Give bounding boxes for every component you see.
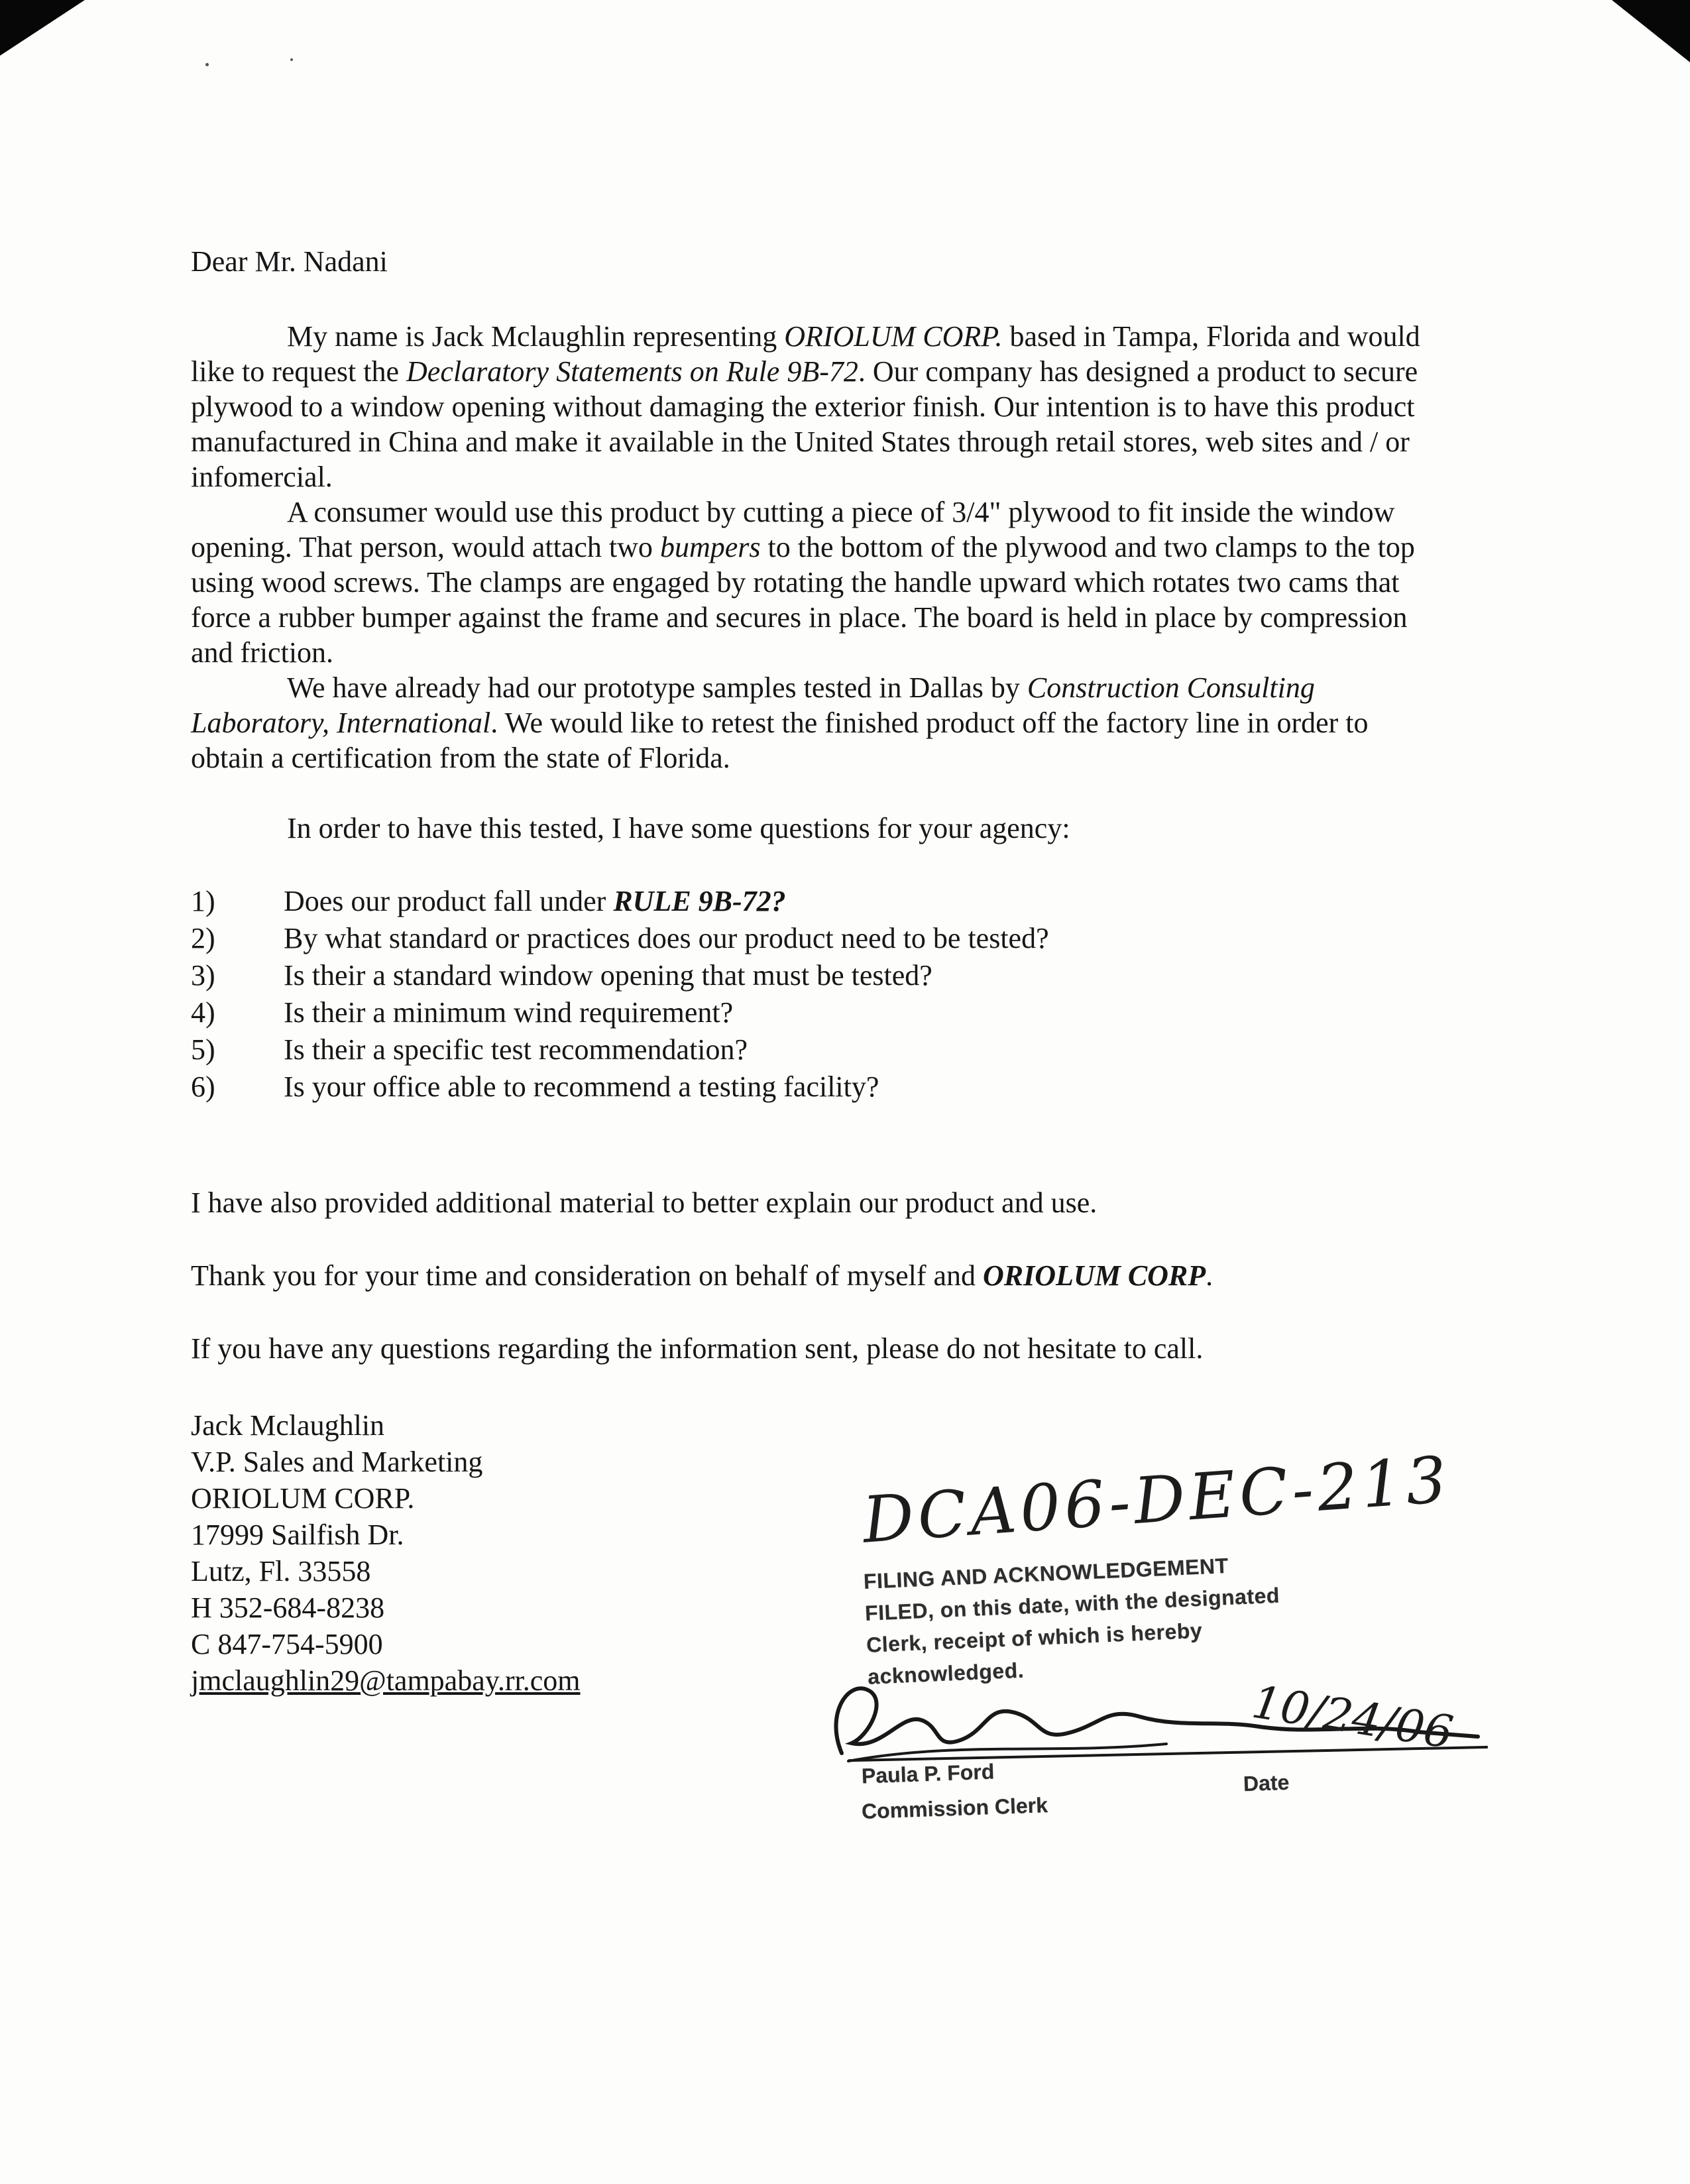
paragraph-4: I have also provided additional material to better explain our product and use. bbox=[191, 1186, 1098, 1219]
date-label: Date bbox=[1243, 1770, 1290, 1796]
date-handwritten: 10/24/06 bbox=[1248, 1676, 1457, 1760]
stamp-line: FILED, on this date, with the designated bbox=[864, 1583, 1280, 1625]
question-number: 6) bbox=[191, 1070, 215, 1103]
paragraph-5 bbox=[191, 1258, 1445, 1293]
rule-emphasis: RULE 9B-72? bbox=[613, 885, 786, 917]
sender-title: V.P. Sales and Marketing bbox=[191, 1446, 483, 1478]
question-number: 4) bbox=[191, 996, 215, 1029]
company-name: ORIOLUM CORP. bbox=[784, 320, 1003, 353]
question-text bbox=[284, 957, 1445, 994]
questions-list bbox=[191, 883, 1445, 1106]
question-number: 1) bbox=[191, 885, 215, 917]
question-number: 2) bbox=[191, 922, 215, 954]
question-text bbox=[284, 1068, 1445, 1106]
bumpers-emphasis: bumpers bbox=[659, 531, 761, 563]
rule-reference: Declaratory Statements on Rule 9B-72 bbox=[406, 355, 858, 388]
question-item bbox=[191, 1031, 1445, 1068]
sender-address-line-2: Lutz, Fl. 33558 bbox=[191, 1555, 371, 1587]
laboratory-name: Construction Consulting Laboratory, International bbox=[191, 671, 1315, 739]
text-run: Is their a standard window opening that must be tested? bbox=[284, 959, 932, 992]
scan-speck bbox=[290, 58, 293, 61]
scan-artifact-icon bbox=[1612, 0, 1690, 62]
paragraph-3 bbox=[191, 670, 1445, 776]
text-run: . We would like to retest the finished product off the factory line in order to obtain a certification from the state of Florida. bbox=[191, 707, 1369, 774]
filing-stamp-text bbox=[863, 1548, 1283, 1693]
text-run: A consumer would use this product by cutting a piece of 3/4" plywood to fit inside the window opening. That person, would attach two bbox=[191, 496, 1395, 563]
question-text bbox=[284, 1031, 1445, 1068]
sender-address-line-1: 17999 Sailfish Dr. bbox=[191, 1519, 404, 1551]
text-run: Is their a minimum wind requirement? bbox=[284, 996, 734, 1029]
question-text bbox=[284, 920, 1445, 957]
text-run: We have already had our prototype samples tested in Dallas by bbox=[287, 671, 1027, 704]
company-name: ORIOLUM CORP bbox=[983, 1259, 1206, 1292]
clerk-name: Paula P. Ford bbox=[861, 1759, 995, 1788]
sender-name: Jack Mclaughlin bbox=[191, 1409, 385, 1442]
text-run: Does our product fall under bbox=[284, 885, 614, 917]
paragraph-1 bbox=[191, 319, 1445, 494]
question-item bbox=[191, 1068, 1445, 1106]
question-text bbox=[284, 883, 1445, 920]
paragraph-6: If you have any questions regarding the information sent, please do not hesitate to call. bbox=[191, 1332, 1204, 1365]
text-run: Is their a specific test recommendation? bbox=[284, 1033, 748, 1066]
text-run: Thank you for your time and consideration on behalf of myself and bbox=[191, 1259, 984, 1292]
question-text bbox=[284, 994, 1445, 1031]
sender-phone-home: H 352-684-8238 bbox=[191, 1591, 385, 1624]
text-run: My name is Jack Mclaughlin representing bbox=[287, 320, 785, 353]
question-item bbox=[191, 957, 1445, 994]
stamp-line: Clerk, receipt of which is hereby bbox=[866, 1618, 1203, 1657]
salutation: Dear Mr. Nadani bbox=[191, 245, 388, 278]
clerk-title: Commission Clerk bbox=[861, 1793, 1048, 1823]
question-number: 5) bbox=[191, 1033, 215, 1066]
sender-company: ORIOLUM CORP. bbox=[191, 1482, 415, 1515]
paragraph-2 bbox=[191, 494, 1445, 670]
stamp-line: FILING AND ACKNOWLEDGEMENT bbox=[863, 1553, 1229, 1593]
question-number: 3) bbox=[191, 959, 215, 992]
text-run: By what standard or practices does our product need to be tested? bbox=[284, 922, 1049, 954]
text-run: . Our company has designed a product to secure plywood to a window opening without damaging the exterior finish. Our intention is to have this product manufactured in China and make it available in the United States through retail stores, web sites and / or infomercial. bbox=[191, 355, 1418, 493]
sender-phone-cell: C 847-754-5900 bbox=[191, 1628, 383, 1660]
scan-artifact-icon bbox=[0, 0, 85, 56]
text-run: based in Tampa, Florida and would like to request the bbox=[191, 320, 1420, 388]
scan-speck bbox=[205, 63, 209, 66]
sender-email: jmclaughlin29@tampabay.rr.com bbox=[191, 1664, 581, 1697]
questions-intro: In order to have this tested, I have some questions for your agency: bbox=[287, 812, 1070, 844]
question-item bbox=[191, 920, 1445, 957]
stamp-line: acknowledged. bbox=[867, 1658, 1025, 1689]
case-number-handwritten: DCA06-DEC-213 bbox=[860, 1442, 1453, 1558]
text-run: . bbox=[1206, 1259, 1213, 1292]
question-item bbox=[191, 994, 1445, 1031]
question-item bbox=[191, 883, 1445, 920]
text-run: Is your office able to recommend a testing facility? bbox=[284, 1070, 879, 1103]
text-run: to the bottom of the plywood and two clamps to the top using wood screws. The clamps are engaged by rotating the handle upward which rotates two cams that force a rubber bumper against the frame and secures in place. The board is held in place by compression and friction. bbox=[191, 531, 1415, 669]
filing-stamp-area bbox=[822, 1442, 1591, 1849]
